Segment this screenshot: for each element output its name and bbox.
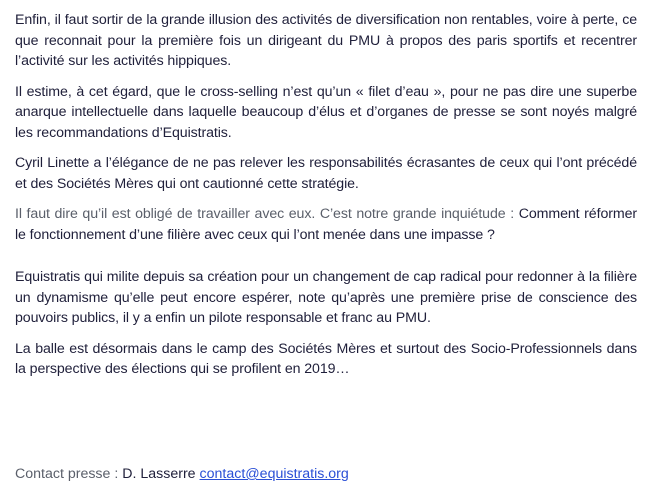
paragraph-cyril-linette: Cyril Linette a l’élégance de ne pas relever les responsabilités écrasantes de ceux qui l’ont précédé et des Sociétés Mères qui ont cautionné cette stratégie. [15, 155, 637, 192]
press-contact-label: Contact presse : [15, 466, 123, 482]
press-release-body [15, 10, 637, 390]
paragraph-cross-selling: Il estime, à cet égard, que le cross-selling n’est qu’un « filet d’eau », pour ne pas dire une superbe anarque intellectuelle dans laquelle beaucoup d’élus et d’organes de presse se sont noyés malgré les recommandations d’Equistratis. [15, 83, 637, 141]
paragraph-inquietude-intro: Il faut dire qu’il est obligé de travailler avec eux. C’est notre grande inquiétude : [15, 206, 515, 222]
paragraph-inquietude [15, 204, 637, 245]
press-contact [15, 464, 349, 484]
paragraph-equistratis: Equistratis qui milite depuis sa création pour un changement de cap radical pour redonner à la filière un dynamisme qu’elle peut encore espérer, note qu’après une première prise de conscience des pouvoirs publics, il y a enfin un pilote responsable et franc au PMU. [15, 269, 637, 326]
paragraph-inquietude-question: Comment réformer le fonctionnement d’une filière avec ceux qui l’ont menée dans une impasse ? [15, 206, 637, 243]
paragraph-diversification: Enfin, il faut sortir de la grande illusion des activités de diversification non rentables, voire à perte, ce que reconnait pour la première fois un dirigeant du PMU à propos des paris sportifs et recentrer l’activité sur les activités hippiques. [15, 12, 637, 69]
press-contact-name: D. Lasserre [122, 466, 200, 482]
press-contact-email-link[interactable]: contact@equistratis.org [199, 466, 349, 482]
paragraph-societes-meres: La balle est désormais dans le camp des Sociétés Mères et surtout des Socio-Professionnels dans la perspective des élections qui se profilent en 2019… [15, 340, 637, 377]
